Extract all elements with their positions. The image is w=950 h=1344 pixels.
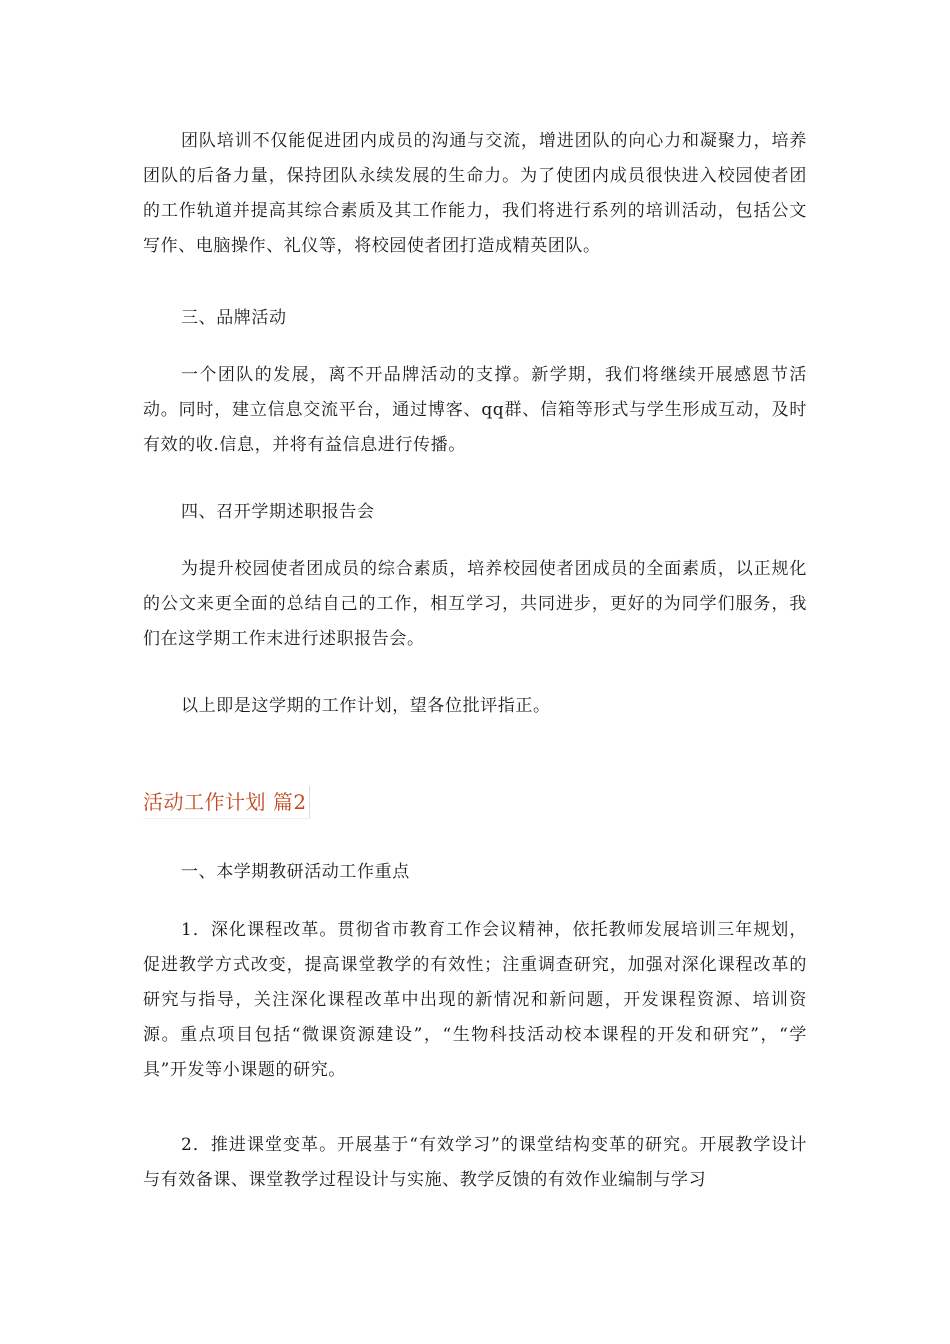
- heading-brand-activities: 三、品牌活动: [181, 308, 287, 328]
- heading-teaching-research-focus: 一、本学期教研活动工作重点: [181, 862, 410, 882]
- paragraph-classroom-reform: 2．推进课堂变革。开展基于“有效学习”的课堂结构变革的研究。开展教学设计与有效备课、课堂教学过程设计与实施、教学反馈的有效作业编制与学习: [143, 1135, 807, 1190]
- paragraph-training: 团队培训不仅能促进团内成员的沟通与交流，增进团队的向心力和凝聚力，培养团队的后备力量，保持团队永续发展的生命力。为了使团内成员很快进入校园使者团的工作轨道并提高其综合素质及其工作能力，我们将进行系列的培训活动，包括公文写作、电脑操作、礼仪等，将校园使者团打造成精英团队。: [143, 131, 807, 256]
- section-title: 活动工作计划 篇2: [143, 786, 310, 819]
- paragraph-brand-activities: 一个团队的发展，离不开品牌活动的支撑。新学期，我们将继续开展感恩节活动。同时，建立信息交流平台，通过博客、qq群、信箱等形式与学生形成互动，及时有效的收.信息，并将有益信息进行传播。: [143, 365, 807, 455]
- heading-report-meeting: 四、召开学期述职报告会: [181, 502, 375, 522]
- paragraph-closing: 以上即是这学期的工作计划，望各位批评指正。: [181, 696, 551, 716]
- paragraph-report-meeting: 为提升校园使者团成员的综合素质，培养校园使者团成员的全面素质，以正规化的公文来更全面的总结自己的工作，相互学习，共同进步，更好的为同学们服务，我们在这学期工作末进行述职报告会。: [143, 559, 807, 649]
- paragraph-curriculum-reform: 1．深化课程改革。贯彻省市教育工作会议精神，依托教师发展培训三年规划，促进教学方式改变，提高课堂教学的有效性；注重调查研究，加强对深化课程改革的研究与指导，关注深化课程改革中出现的新情况和新问题，开发课程资源、培训资源。重点项目包括“微课资源建设”，“生物科技活动校本课程的开发和研究”，“学具”开发等小课题的研究。: [143, 920, 807, 1080]
